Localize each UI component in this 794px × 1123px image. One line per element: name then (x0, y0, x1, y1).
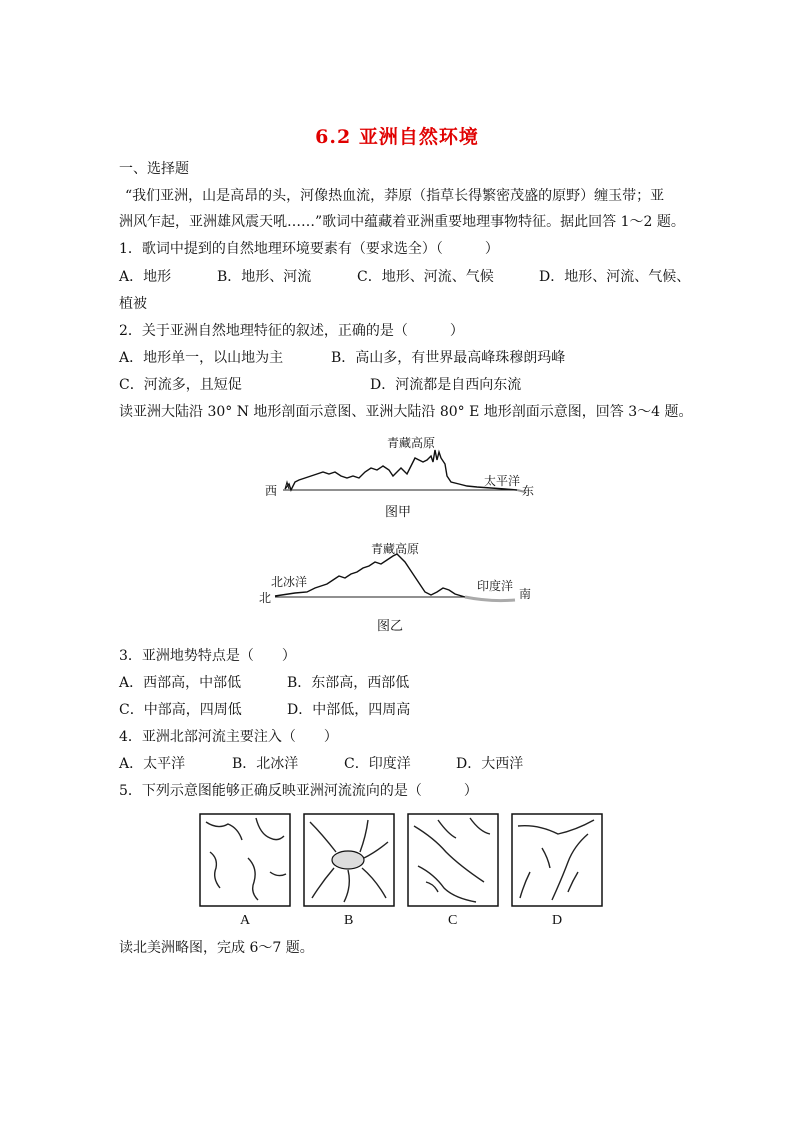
river-panel-d-label: D (552, 913, 563, 928)
question-4-option-c[interactable]: C．印度洋 (344, 756, 411, 772)
question-4-option-b[interactable]: B．北冰洋 (232, 756, 299, 772)
plateau-shape (332, 851, 364, 869)
figure-yi-arctic-label: 北冰洋 (271, 575, 308, 589)
figure-jia-peak-label: 青藏高原 (387, 436, 436, 450)
question-4-option-a[interactable]: A．太平洋 (119, 756, 186, 772)
question-1-option-d-continued: 植被 (119, 296, 147, 312)
figure-yi-peak-label: 青藏高原 (371, 542, 420, 556)
river-panel-a-label: A (240, 913, 251, 928)
question-3-stem: 3．亚洲地势特点是（ ） (119, 648, 296, 664)
figure-jia-east-label: 东 (522, 484, 535, 498)
intro-line-1: “我们亚洲，山是高昂的头，河像热血流，莽原（指草长得繁密茂盛的原野）缠玉带；亚 (125, 188, 665, 204)
question-1-option-d[interactable]: D．地形、河流、气候、 (539, 269, 691, 285)
question-5-stem: 5．下列示意图能够正确反映亚洲河流流向的是（ ） (119, 783, 478, 799)
figure-yi-caption: 图乙 (377, 619, 404, 634)
question-4-option-d[interactable]: D．大西洋 (456, 756, 524, 772)
question-4-stem: 4．亚洲北部河流主要注入（ ） (119, 729, 338, 745)
intro-line-2: 洲风乍起，亚洲雄风震天吼……”歌词中蕴藏着亚洲重要地理事物特征。据此回答 1～2 题。 (119, 214, 685, 230)
river-panel-c[interactable] (408, 814, 498, 906)
figure-jia-caption: 图甲 (385, 505, 412, 520)
river-panel-c-label: C (448, 913, 458, 928)
figure-jia (255, 432, 545, 527)
question-2-option-c[interactable]: C．河流多，且短促 (119, 377, 242, 393)
question-3-option-b[interactable]: B．东部高，西部低 (287, 675, 410, 691)
question-3-option-a[interactable]: A．西部高，中部低 (119, 675, 242, 691)
page-title: 6.2 亚洲自然环境 (315, 126, 479, 148)
river-panel-d[interactable] (512, 814, 602, 906)
question-1-stem: 1．歌词中提到的自然地理环境要素有（要求选全）（ ） (119, 241, 499, 257)
figure-yi-south-label: 南 (519, 587, 532, 601)
question-1-option-a[interactable]: A．地形 (119, 269, 172, 285)
figure-yi-indian-ocean-shelf (465, 597, 515, 601)
figure-jia-west-label: 西 (265, 484, 278, 498)
profiles-instruction: 读亚洲大陆沿 30° N 地形剖面示意图、亚洲大陆沿 80° E 地形剖面示意图，回答 3～4 题。 (119, 404, 693, 420)
question-2-stem: 2．关于亚洲自然地理特征的叙述，正确的是（ ） (119, 323, 464, 339)
section-heading: 一、选择题 (119, 161, 189, 177)
river-panel-b[interactable] (304, 814, 394, 906)
question-3-option-d[interactable]: D．中部低，四周高 (287, 702, 411, 718)
question-3-option-c[interactable]: C．中部高，四周低 (119, 702, 242, 718)
figure-yi-indian-label: 印度洋 (477, 579, 514, 593)
question-1-option-c[interactable]: C．地形、河流、气候 (357, 269, 494, 285)
river-panel-b-label: B (344, 913, 354, 928)
figure-yi (255, 540, 545, 640)
figure-jia-terrain-profile (285, 450, 517, 490)
question-2-option-a[interactable]: A．地形单一，以山地为主 (119, 350, 284, 366)
river-panel-a[interactable] (200, 814, 290, 906)
question-2-option-d[interactable]: D．河流都是自西向东流 (370, 377, 522, 393)
north-america-instruction: 读北美洲略图，完成 6～7 题。 (119, 940, 314, 956)
figure-river-panels (198, 812, 603, 930)
figure-yi-north-label: 北 (259, 591, 272, 605)
figure-jia-pacific-label: 太平洋 (484, 474, 521, 488)
question-1-option-b[interactable]: B．地形、河流 (217, 269, 312, 285)
question-2-option-b[interactable]: B．高山多，有世界最高峰珠穆朗玛峰 (331, 350, 566, 366)
